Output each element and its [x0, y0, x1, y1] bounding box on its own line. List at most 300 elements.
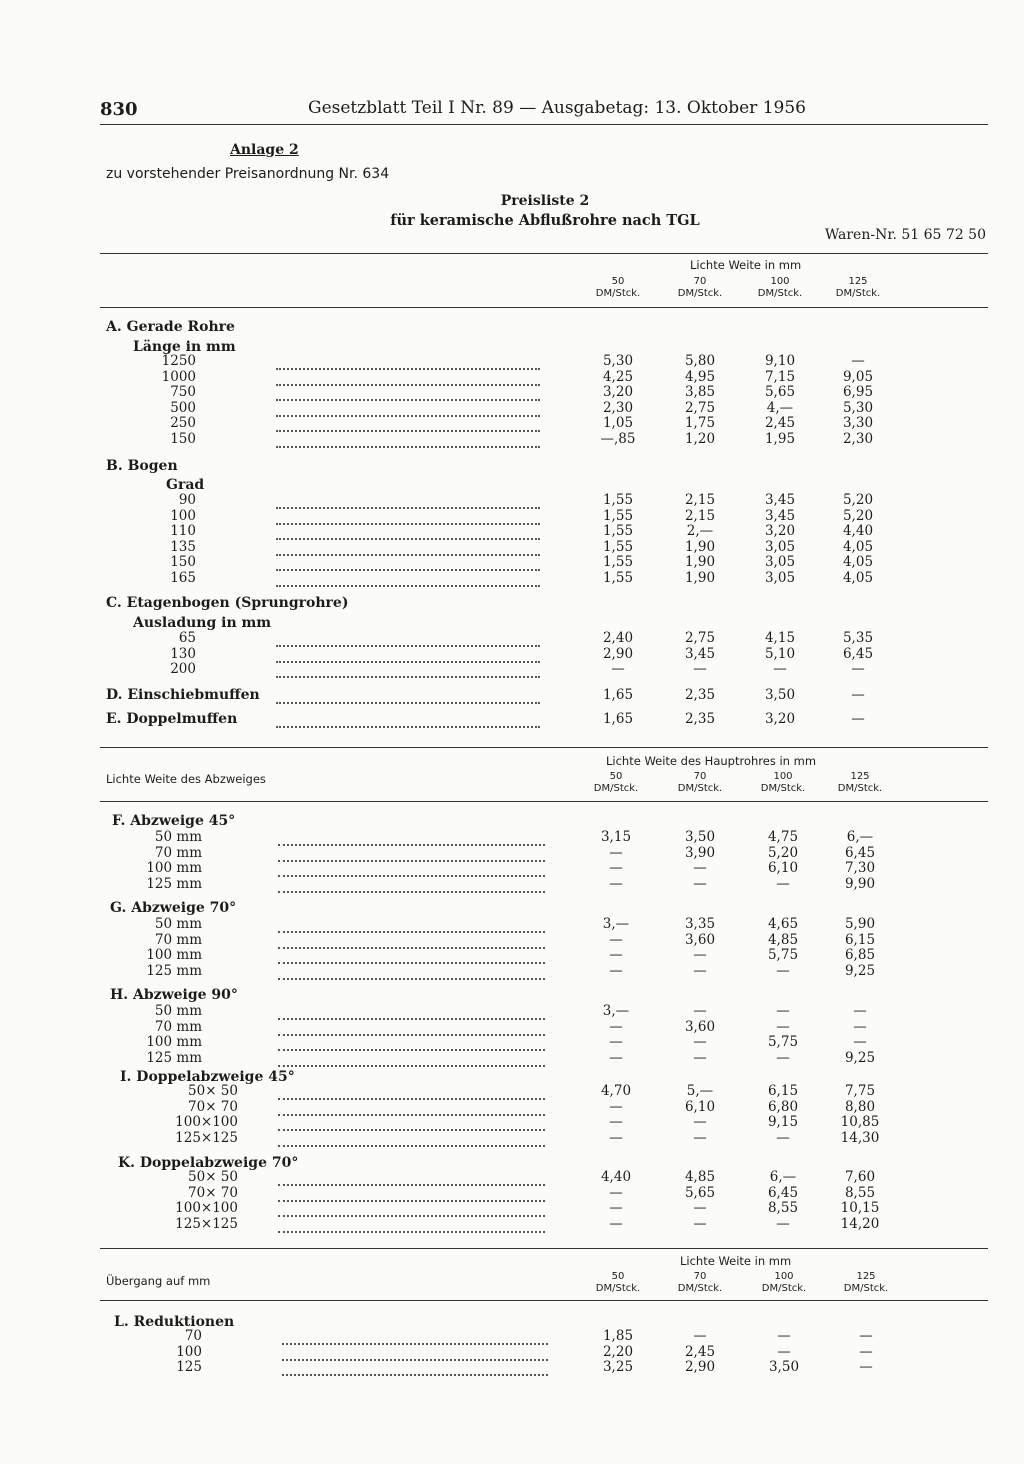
- price-cell: 9,10: [764, 353, 796, 369]
- price-cell: 5,30: [602, 353, 634, 369]
- dot-leader: [276, 444, 540, 448]
- dot-leader: [278, 929, 545, 933]
- dot-leader: [276, 643, 540, 647]
- price-cell: —: [776, 1019, 790, 1035]
- price-cell: 2,15: [684, 508, 716, 524]
- row-label: 70 mm: [154, 845, 202, 861]
- column-unit: DM/Stck.: [595, 288, 641, 299]
- price-cell: 1,95: [764, 431, 796, 447]
- price-cell: 3,45: [684, 646, 716, 662]
- price-cell: 2,90: [684, 1359, 716, 1375]
- dot-leader: [278, 1096, 545, 1100]
- section-subtitle: Ausladung in mm: [133, 615, 272, 631]
- price-cell: —: [609, 860, 623, 876]
- section-title: F. Abzweige 45°: [112, 813, 236, 829]
- row-label: 165: [170, 570, 196, 586]
- row-label: 50 mm: [154, 829, 202, 845]
- price-cell: 3,25: [602, 1359, 634, 1375]
- price-cell: 2,35: [684, 687, 716, 703]
- row-label: 1250: [161, 353, 196, 369]
- column-header: [665, 771, 735, 795]
- price-cell: 3,—: [602, 916, 630, 932]
- dot-leader: [276, 659, 540, 663]
- section-title: L. Reduktionen: [114, 1314, 235, 1330]
- price-cell: —: [609, 1130, 623, 1146]
- price-cell: 1,20: [684, 431, 716, 447]
- price-cell: —: [693, 1050, 707, 1066]
- price-cell: 3,05: [764, 570, 796, 586]
- dot-leader: [276, 428, 540, 432]
- price-cell: 4,85: [684, 1169, 716, 1185]
- row-label: 125×125: [175, 1216, 238, 1232]
- price-cell: —: [693, 860, 707, 876]
- price-cell: 4,05: [842, 554, 874, 570]
- section-title: H. Abzweige 90°: [110, 987, 238, 1003]
- price-cell: 1,75: [684, 415, 716, 431]
- column-header: [665, 1271, 735, 1295]
- price-cell: 3,20: [602, 384, 634, 400]
- price-cell: 3,50: [764, 687, 796, 703]
- column-unit: DM/Stck.: [677, 783, 723, 794]
- column-header: [825, 771, 895, 795]
- price-cell: 3,90: [684, 845, 716, 861]
- price-cell: 6,45: [767, 1185, 799, 1201]
- dot-leader: [278, 889, 545, 893]
- column-size: 125: [848, 276, 868, 287]
- price-cell: 6,85: [844, 947, 876, 963]
- column-size: 100: [770, 276, 790, 287]
- dot-leader: [276, 552, 540, 556]
- price-cell: 1,55: [602, 554, 634, 570]
- price-cell: —: [776, 1050, 790, 1066]
- price-cell: —: [609, 932, 623, 948]
- price-cell: 4,65: [767, 916, 799, 932]
- column-unit: DM/Stck.: [593, 783, 639, 794]
- dot-leader: [276, 413, 540, 417]
- table1-header-rule: [100, 307, 988, 308]
- section-title: E. Doppelmuffen: [106, 711, 238, 727]
- row-label: 65: [178, 630, 196, 646]
- price-cell: —: [609, 1216, 623, 1232]
- column-unit: DM/Stck.: [677, 288, 723, 299]
- dot-leader: [278, 1198, 545, 1202]
- dot-leader: [276, 505, 540, 509]
- price-list-subtitle: für keramische Abflußrohre nach TGL: [390, 212, 700, 229]
- row-label: 150: [170, 431, 196, 447]
- waren-number: Waren-Nr. 51 65 72 50: [824, 227, 986, 243]
- price-cell: —: [609, 1114, 623, 1130]
- price-cell: 7,75: [844, 1083, 876, 1099]
- dot-leader: [278, 1063, 545, 1067]
- anlage-heading: Anlage 2: [230, 142, 299, 158]
- price-cell: 9,25: [844, 963, 876, 979]
- price-cell: —: [611, 661, 625, 677]
- column-size: 125: [856, 1271, 876, 1282]
- price-cell: —: [609, 845, 623, 861]
- column-unit: DM/Stck.: [760, 783, 806, 794]
- price-cell: —: [851, 687, 865, 703]
- dot-leader: [282, 1372, 548, 1376]
- price-cell: 4,95: [684, 369, 716, 385]
- row-label: 70: [184, 1328, 202, 1344]
- price-cell: 4,85: [767, 932, 799, 948]
- price-cell: —: [776, 963, 790, 979]
- dot-leader: [278, 1182, 545, 1186]
- section-title: K. Doppelabzweige 70°: [118, 1155, 299, 1171]
- price-cell: 7,60: [844, 1169, 876, 1185]
- dot-leader: [276, 397, 540, 401]
- row-label: 90: [178, 492, 196, 508]
- price-cell: 2,75: [684, 630, 716, 646]
- price-cell: 10,85: [840, 1114, 880, 1130]
- page-number: 830: [100, 99, 138, 120]
- row-label: 70× 70: [188, 1099, 238, 1115]
- price-cell: 5,75: [767, 947, 799, 963]
- dot-leader: [278, 1213, 545, 1217]
- price-cell: —: [609, 1050, 623, 1066]
- price-cell: 2,40: [602, 630, 634, 646]
- price-cell: —: [851, 711, 865, 727]
- price-cell: 3,85: [684, 384, 716, 400]
- price-cell: 2,15: [684, 492, 716, 508]
- row-label: 750: [170, 384, 196, 400]
- price-cell: —: [859, 1359, 873, 1375]
- row-label: 110: [170, 523, 196, 539]
- table1-top-rule: [100, 253, 988, 254]
- table3-left-caption: Übergang auf mm: [106, 1274, 211, 1288]
- dot-leader: [276, 724, 540, 728]
- price-list-title: Preisliste 2: [500, 193, 590, 209]
- row-label: 70× 70: [188, 1185, 238, 1201]
- price-cell: 2,—: [686, 523, 714, 539]
- price-cell: —: [773, 661, 787, 677]
- price-cell: 2,45: [764, 415, 796, 431]
- price-cell: 6,—: [769, 1169, 797, 1185]
- column-header: [745, 276, 815, 300]
- column-size: 70: [693, 771, 707, 782]
- price-cell: —: [609, 1034, 623, 1050]
- price-cell: 9,15: [767, 1114, 799, 1130]
- dot-leader: [282, 1357, 548, 1361]
- row-label: 125 mm: [146, 876, 202, 892]
- price-cell: 6,45: [844, 845, 876, 861]
- price-cell: 5,30: [842, 400, 874, 416]
- row-label: 100×100: [175, 1114, 238, 1130]
- price-cell: —: [693, 1216, 707, 1232]
- column-header: [749, 1271, 819, 1295]
- price-cell: 1,55: [602, 508, 634, 524]
- section-title: G. Abzweige 70°: [110, 900, 237, 916]
- price-cell: 6,15: [767, 1083, 799, 1099]
- dot-leader: [278, 1229, 545, 1233]
- column-header: [748, 771, 818, 795]
- row-label: 125 mm: [146, 963, 202, 979]
- row-label: 100 mm: [146, 1034, 202, 1050]
- price-cell: 2,90: [602, 646, 634, 662]
- price-cell: 4,15: [764, 630, 796, 646]
- price-cell: 4,05: [842, 570, 874, 586]
- row-label: 125×125: [175, 1130, 238, 1146]
- dot-leader: [276, 536, 540, 540]
- price-cell: —: [693, 963, 707, 979]
- row-label: 100: [170, 508, 196, 524]
- row-label: 100 mm: [146, 860, 202, 876]
- row-label: 50 mm: [154, 916, 202, 932]
- price-cell: 5,65: [764, 384, 796, 400]
- price-cell: —: [693, 1034, 707, 1050]
- price-cell: —: [859, 1328, 873, 1344]
- price-cell: 7,30: [844, 860, 876, 876]
- price-cell: 4,75: [767, 829, 799, 845]
- price-cell: 5,20: [767, 845, 799, 861]
- price-cell: 6,10: [767, 860, 799, 876]
- dot-leader: [276, 567, 540, 571]
- dot-leader: [276, 700, 540, 704]
- price-cell: —: [851, 661, 865, 677]
- price-cell: 5,65: [684, 1185, 716, 1201]
- price-cell: 3,05: [764, 554, 796, 570]
- row-label: 130: [170, 646, 196, 662]
- column-header: [583, 276, 653, 300]
- price-cell: 1,55: [602, 492, 634, 508]
- table3-caption: Lichte Weite in mm: [680, 1254, 792, 1268]
- row-label: 50× 50: [188, 1169, 238, 1185]
- section-title: D. Einschiebmuffen: [106, 687, 260, 703]
- price-cell: —: [776, 1003, 790, 1019]
- price-cell: 3,30: [842, 415, 874, 431]
- price-cell: 1,65: [602, 687, 634, 703]
- price-cell: 1,55: [602, 523, 634, 539]
- page-header-title: Gesetzblatt Teil I Nr. 89 — Ausgabetag: 13. Oktober 1956: [308, 98, 806, 118]
- dot-leader: [278, 1047, 545, 1051]
- column-unit: DM/Stck.: [595, 1283, 641, 1294]
- section-title: B. Bogen: [106, 458, 178, 474]
- price-cell: 2,20: [602, 1344, 634, 1360]
- price-cell: 7,15: [764, 369, 796, 385]
- price-cell: 1,65: [602, 711, 634, 727]
- dot-leader: [278, 960, 545, 964]
- price-cell: 5,20: [842, 508, 874, 524]
- column-size: 50: [609, 771, 623, 782]
- dot-leader: [276, 366, 540, 370]
- dot-leader: [276, 521, 540, 525]
- price-cell: 5,—: [686, 1083, 714, 1099]
- price-cell: —: [609, 947, 623, 963]
- price-cell: —: [609, 1099, 623, 1115]
- price-cell: 3,15: [600, 829, 632, 845]
- dot-leader: [278, 976, 545, 980]
- column-unit: DM/Stck.: [677, 1283, 723, 1294]
- price-cell: 3,35: [684, 916, 716, 932]
- column-size: 125: [850, 771, 870, 782]
- price-cell: 9,05: [842, 369, 874, 385]
- row-label: 70 mm: [154, 1019, 202, 1035]
- price-cell: 3,20: [764, 523, 796, 539]
- column-size: 100: [774, 1271, 794, 1282]
- price-cell: 4,40: [600, 1169, 632, 1185]
- row-label: 150: [170, 554, 196, 570]
- row-label: 50× 50: [188, 1083, 238, 1099]
- column-size: 70: [693, 276, 707, 287]
- price-cell: 2,30: [602, 400, 634, 416]
- table3-top-rule: [100, 1248, 988, 1249]
- price-cell: 5,80: [684, 353, 716, 369]
- row-label: 125 mm: [146, 1050, 202, 1066]
- header-rule: [100, 124, 988, 125]
- dot-leader: [276, 674, 540, 678]
- price-cell: 3,—: [602, 1003, 630, 1019]
- table2-header-rule: [100, 801, 988, 802]
- row-label: 70 mm: [154, 932, 202, 948]
- price-cell: 3,45: [764, 508, 796, 524]
- price-cell: —: [777, 1328, 791, 1344]
- price-cell: 8,80: [844, 1099, 876, 1115]
- price-cell: —: [693, 661, 707, 677]
- row-label: 100×100: [175, 1200, 238, 1216]
- column-header: [583, 1271, 653, 1295]
- column-size: 100: [773, 771, 793, 782]
- column-unit: DM/Stck.: [837, 783, 883, 794]
- price-cell: 1,90: [684, 554, 716, 570]
- dot-leader: [278, 1032, 545, 1036]
- row-label: 1000: [161, 369, 196, 385]
- price-cell: 6,15: [844, 932, 876, 948]
- price-cell: 5,10: [764, 646, 796, 662]
- table2-left-caption: Lichte Weite des Abzweiges: [106, 772, 266, 786]
- price-cell: 4,05: [842, 539, 874, 555]
- price-cell: —: [609, 1200, 623, 1216]
- section-title: I. Doppelabzweige 45°: [120, 1069, 295, 1085]
- row-label: 100 mm: [146, 947, 202, 963]
- price-cell: 5,35: [842, 630, 874, 646]
- price-cell: 10,15: [840, 1200, 880, 1216]
- table3-header-rule: [100, 1300, 988, 1301]
- column-size: 50: [611, 276, 625, 287]
- column-unit: DM/Stck.: [835, 288, 881, 299]
- price-cell: 14,20: [840, 1216, 880, 1232]
- price-cell: —: [853, 1019, 867, 1035]
- dot-leader: [276, 382, 540, 386]
- price-cell: 3,05: [764, 539, 796, 555]
- price-cell: —: [693, 1328, 707, 1344]
- row-label: 500: [170, 400, 196, 416]
- section-subtitle: Grad: [166, 477, 205, 493]
- dot-leader: [282, 1341, 548, 1345]
- price-cell: 2,35: [684, 711, 716, 727]
- row-label: 250: [170, 415, 196, 431]
- price-cell: 5,90: [844, 916, 876, 932]
- price-cell: 4,70: [600, 1083, 632, 1099]
- price-cell: —: [609, 876, 623, 892]
- price-cell: 3,60: [684, 1019, 716, 1035]
- column-header: [831, 1271, 901, 1295]
- price-cell: —: [776, 876, 790, 892]
- price-cell: —: [693, 947, 707, 963]
- price-cell: 4,40: [842, 523, 874, 539]
- price-cell: 2,75: [684, 400, 716, 416]
- price-cell: 3,50: [768, 1359, 800, 1375]
- price-cell: 1,55: [602, 539, 634, 555]
- price-cell: 4,25: [602, 369, 634, 385]
- price-cell: —: [851, 353, 865, 369]
- row-label: 200: [170, 661, 196, 677]
- dot-leader: [278, 858, 545, 862]
- price-cell: 8,55: [844, 1185, 876, 1201]
- price-cell: 1,05: [602, 415, 634, 431]
- table1-caption: Lichte Weite in mm: [690, 258, 802, 272]
- section-title: C. Etagenbogen (Sprungrohre): [106, 595, 349, 611]
- column-unit: DM/Stck.: [843, 1283, 889, 1294]
- price-cell: 14,30: [840, 1130, 880, 1146]
- section-subtitle: Länge in mm: [133, 339, 236, 355]
- price-cell: —: [693, 1114, 707, 1130]
- price-cell: —: [853, 1003, 867, 1019]
- dot-leader: [278, 1127, 545, 1131]
- price-cell: 4,—: [766, 400, 794, 416]
- price-cell: 1,85: [602, 1328, 634, 1344]
- price-cell: —: [777, 1344, 791, 1360]
- row-label: 50 mm: [154, 1003, 202, 1019]
- price-cell: 6,95: [842, 384, 874, 400]
- price-cell: 5,75: [767, 1034, 799, 1050]
- price-cell: —: [693, 876, 707, 892]
- price-cell: 1,90: [684, 570, 716, 586]
- price-cell: 8,55: [767, 1200, 799, 1216]
- column-header: [665, 276, 735, 300]
- row-label: 125: [176, 1359, 202, 1375]
- price-cell: 6,80: [767, 1099, 799, 1115]
- table2-caption: Lichte Weite des Hauptrohres in mm: [606, 754, 817, 768]
- price-cell: 9,25: [844, 1050, 876, 1066]
- price-cell: —: [776, 1130, 790, 1146]
- price-cell: 9,90: [844, 876, 876, 892]
- column-unit: DM/Stck.: [761, 1283, 807, 1294]
- price-cell: 3,45: [764, 492, 796, 508]
- price-cell: —,85: [600, 431, 636, 447]
- dot-leader: [278, 1112, 545, 1116]
- price-cell: 6,45: [842, 646, 874, 662]
- price-cell: 3,50: [684, 829, 716, 845]
- price-cell: —: [859, 1344, 873, 1360]
- price-cell: —: [609, 963, 623, 979]
- dot-leader: [278, 842, 545, 846]
- dot-leader: [276, 583, 540, 587]
- price-cell: —: [776, 1216, 790, 1232]
- price-cell: —: [853, 1034, 867, 1050]
- price-cell: —: [693, 1130, 707, 1146]
- column-unit: DM/Stck.: [757, 288, 803, 299]
- price-cell: 6,—: [846, 829, 874, 845]
- price-cell: 3,60: [684, 932, 716, 948]
- dot-leader: [278, 873, 545, 877]
- column-size: 50: [611, 1271, 625, 1282]
- table2-top-rule: [100, 747, 988, 748]
- price-cell: —: [609, 1185, 623, 1201]
- price-cell: —: [609, 1019, 623, 1035]
- dot-leader: [278, 1143, 545, 1147]
- column-size: 70: [693, 1271, 707, 1282]
- price-cell: 5,20: [842, 492, 874, 508]
- reference-line: zu vorstehender Preisanordnung Nr. 634: [106, 166, 390, 182]
- price-cell: —: [693, 1200, 707, 1216]
- section-title: A. Gerade Rohre: [106, 319, 235, 335]
- row-label: 135: [170, 539, 196, 555]
- row-label: 100: [176, 1344, 202, 1360]
- price-cell: —: [693, 1003, 707, 1019]
- price-cell: 2,45: [684, 1344, 716, 1360]
- column-header: [823, 276, 893, 300]
- column-header: [581, 771, 651, 795]
